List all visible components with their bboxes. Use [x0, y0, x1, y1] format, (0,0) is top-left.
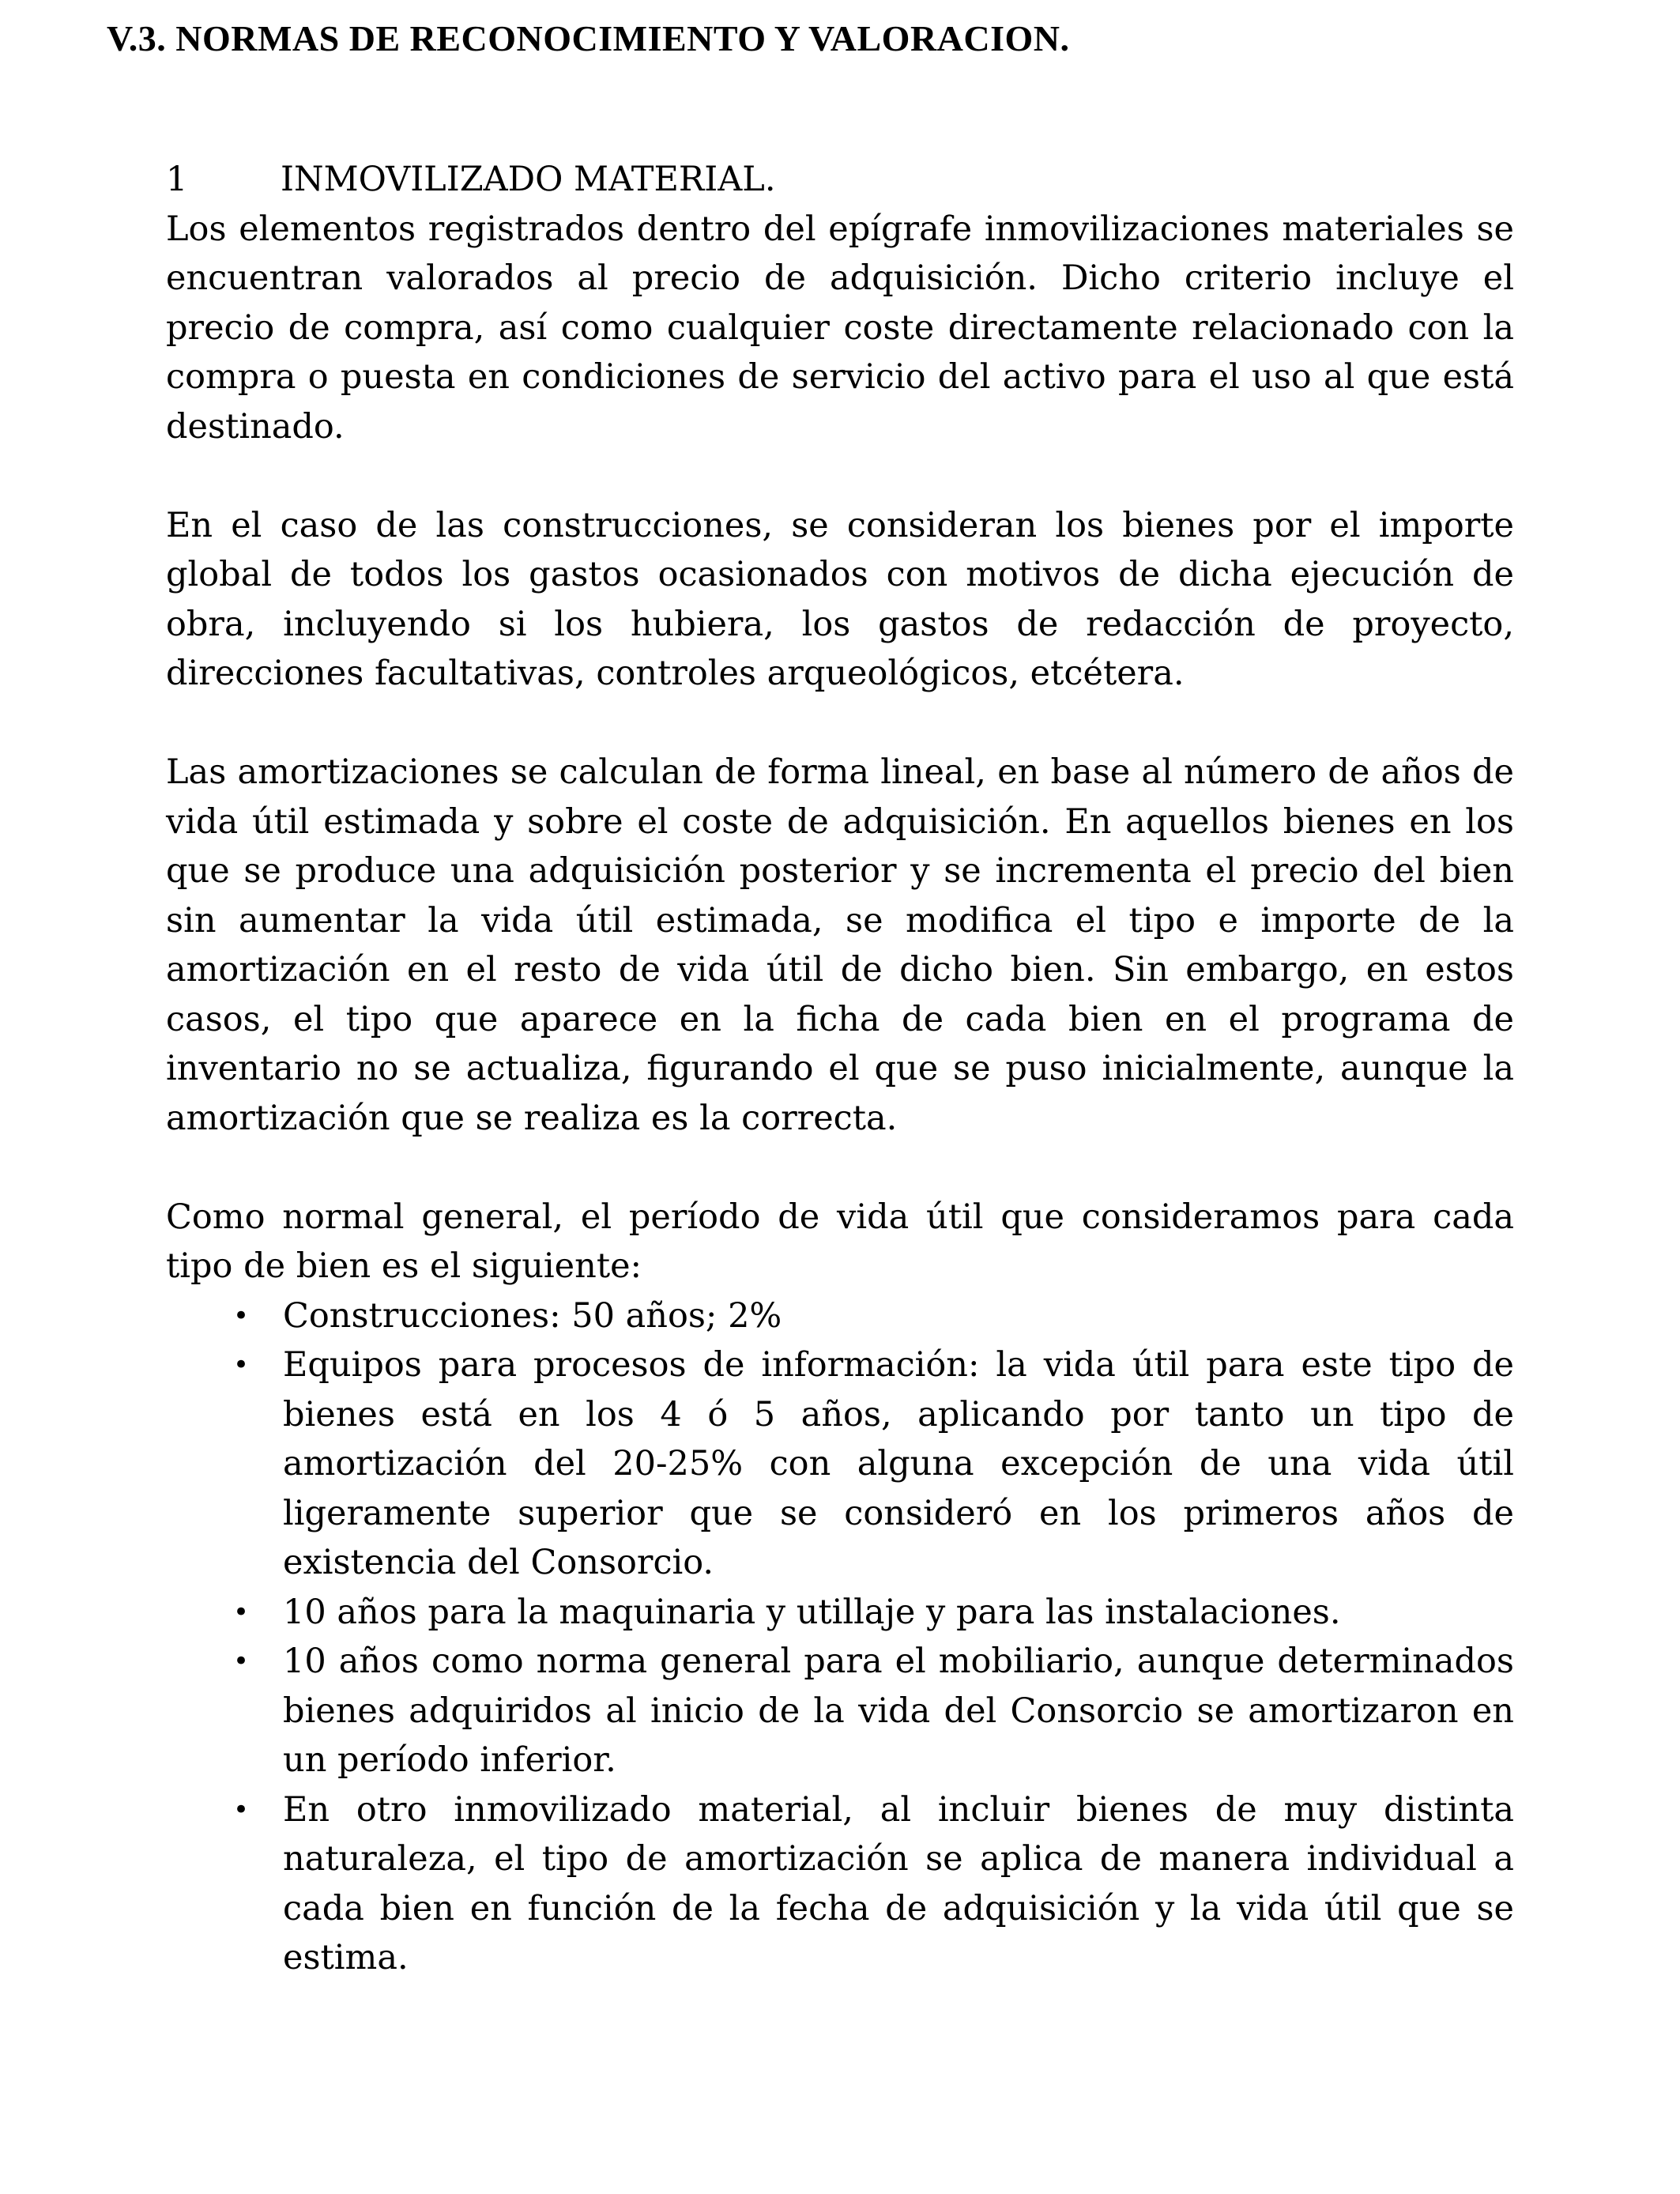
list-item [166, 1340, 1514, 1588]
subheading-title: INMOVILIZADO MATERIAL. [281, 160, 776, 199]
list-item-text: En otro inmovilizado material, al incluir bienes de muy distinta naturaleza, el tipo de amortización se aplica de manera individual a cada bien en función de la fecha de adquisición y la vida útil que se estima. [283, 1789, 1514, 1977]
paragraph-amortization: Las amortizaciones se calculan de forma lineal, en base al número de años de vida útil estimada y sobre el coste de adquisición. En aquellos bienes en los que se produce una adquisición posterior y se incrementa el precio del bien sin aumentar la vida útil estimada, se modifica el tipo e importe de la amortización en el resto de vida útil de dicho bien. Sin embargo, en estos casos, el tipo que aparece en la ficha de cada bien en el programa de inventario no se actualiza, figurando el que se puso inicialmente, aunque la amortización que se realiza es la correcta. [166, 752, 1514, 1138]
section-title: V.3. NORMAS DE RECONOCIMIENTO Y VALORACION. [107, 18, 1070, 58]
bullet-icon: • [232, 1596, 250, 1628]
list-item [166, 1785, 1514, 1983]
bullet-icon: • [232, 1793, 250, 1826]
list-item-text: 10 años como norma general para el mobiliario, aunque determinados bienes adquiridos al inicio de la vida del Consorcio se amortizaron en un período inferior. [283, 1642, 1514, 1780]
document-body [166, 155, 1514, 1983]
list-item [166, 1588, 1514, 1638]
bullet-icon: • [232, 1646, 250, 1677]
subheading-number: 1 [166, 160, 188, 199]
list-item-text: 10 años para la maquinaria y utillaje y para las instalaciones. [283, 1592, 1341, 1632]
list-item-text: Equipos para procesos de información: la vida útil para este tipo de bienes está en los 4 ó 5 años, aplicando por tanto un tipo de amortización del 20-25% con alguna excepción de una vida útil ligeramente superior que se consideró en los primeros años de existencia del Consorcio. [283, 1345, 1514, 1582]
list-item [166, 1637, 1514, 1785]
paragraph-useful-life-intro: Como normal general, el período de vida útil que consideramos para cada tipo de bien es el siguiente: [166, 1197, 1514, 1286]
paragraph-valuation-criteria: Los elementos registrados dentro del epígrafe inmovilizaciones materiales se encuentran valorados al precio de adquisición. Dicho criterio incluye el precio de compra, así como cualquier coste directamente relacionado con la compra o puesta en condiciones de servicio del activo para el uso al que está destinado. [166, 209, 1514, 447]
list-item [166, 1291, 1514, 1341]
subheading [166, 155, 1514, 205]
useful-life-list [166, 1291, 1514, 1983]
bullet-icon: • [232, 1299, 250, 1332]
paragraph-constructions: En el caso de las construcciones, se consideran los bienes por el importe global de todos los gastos ocasionados con motivos de dicha ejecución de obra, incluyendo si los hubiera, los gastos de redacción de proyecto, direcciones facultativas, controles arqueológicos, etcétera. [166, 505, 1514, 693]
list-item-text: Construcciones: 50 años; 2% [283, 1295, 782, 1336]
bullet-icon: • [232, 1349, 250, 1381]
